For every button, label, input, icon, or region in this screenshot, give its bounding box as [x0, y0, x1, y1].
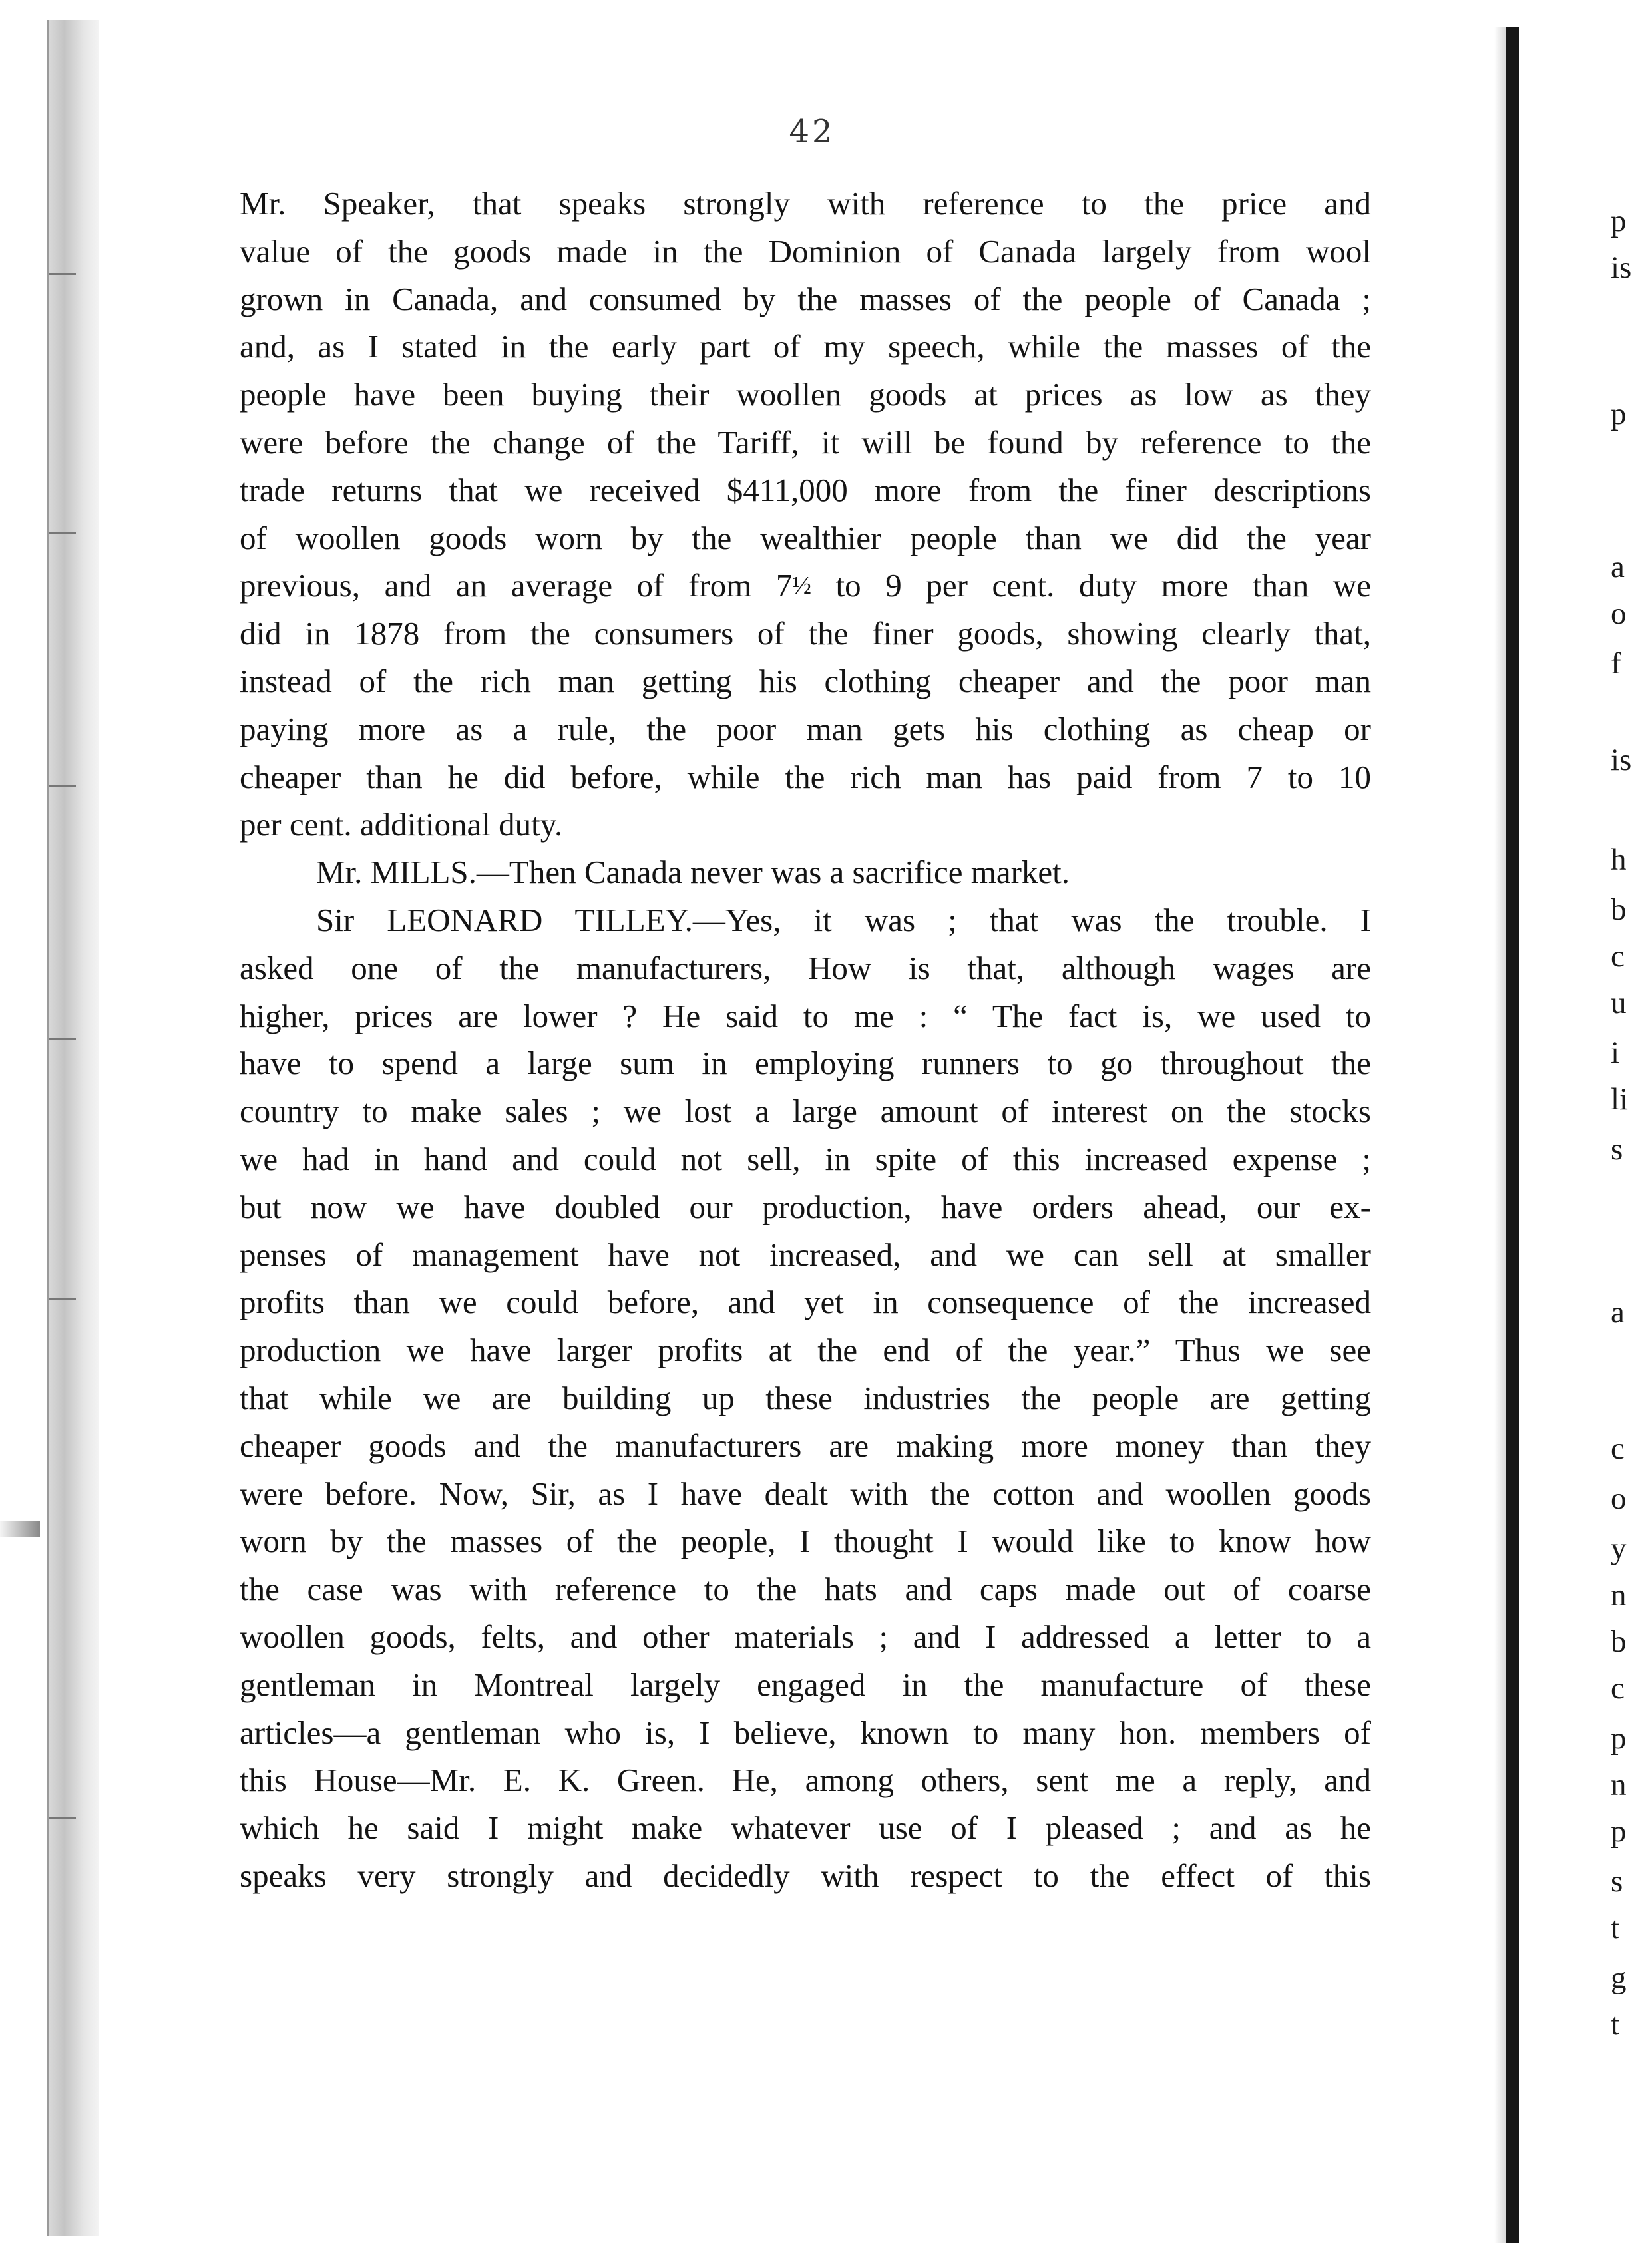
fragment-text: a — [1611, 1295, 1625, 1330]
fragment-text: is — [1611, 743, 1632, 777]
binding-gutter — [47, 20, 99, 2236]
fragment-text: t — [1611, 2007, 1620, 2042]
text-line: were before. Now, Sir, as I have dealt with the cotton and woollen goods — [240, 1475, 1371, 1512]
text-segment: to 9 per cent. duty more than we — [811, 567, 1372, 604]
text-line: higher, prices are lower ? He said to me : “ The fact is, we used to — [240, 997, 1371, 1034]
fragment-text: o — [1611, 596, 1627, 631]
fragment-text: p — [1611, 397, 1627, 431]
text-line: this House—Mr. E. K. Green. He, among others, sent me a reply, and — [240, 1762, 1371, 1799]
text-segment: previous, and an average of from 7 — [240, 567, 793, 604]
binding-mark — [49, 1038, 76, 1040]
text-line: grown in Canada, and consumed by the masses of the people of Canada ; — [240, 280, 1371, 317]
text-line: penses of management have not increased, and we can sell at smaller — [240, 1236, 1371, 1273]
speaker-line: Mr. MILLS.—Then Canada never was a sacrifice market. — [316, 854, 1070, 891]
fragment-text: b — [1611, 1624, 1627, 1659]
fragment-text: h — [1611, 843, 1627, 877]
text-line: country to make sales ; we lost a large amount of interest on the stocks — [240, 1093, 1371, 1130]
binding-mark — [49, 532, 76, 534]
fragment-text: p — [1611, 1721, 1627, 1756]
text-line: production we have larger profits at the end of the year.” Thus we see — [240, 1332, 1371, 1369]
text-line-fraction — [240, 562, 1371, 610]
fragment-text: b — [1611, 892, 1627, 927]
fragment-text: p — [1611, 1814, 1627, 1849]
fragment-text: t — [1611, 1911, 1620, 1945]
speaker-line: Sir LEONARD TILLEY.—Yes, it was ; that was the trouble. I — [316, 901, 1371, 938]
binding-mark — [49, 1817, 76, 1819]
binding-mark — [49, 1298, 76, 1300]
fragment-text: f — [1611, 646, 1621, 681]
body-text — [240, 180, 1371, 1900]
text-line: have to spend a large sum in employing runners to go throughout the — [240, 1045, 1371, 1082]
fragment-text: li — [1611, 1082, 1629, 1117]
text-line: woollen goods, felts, and other materials ; and I addressed a letter to a — [240, 1618, 1371, 1655]
text-line: paying more as a rule, the poor man gets his clothing as cheap or — [240, 710, 1371, 747]
text-line: but now we have doubled our production, have orders ahead, our ex- — [240, 1188, 1371, 1225]
page-tab-mark — [0, 1521, 40, 1537]
text-line: articles—a gentleman who is, I believe, known to many hon. members of — [240, 1714, 1371, 1751]
text-line: did in 1878 from the consumers of the finer goods, showing clearly that, — [240, 615, 1371, 652]
fragment-text: is — [1611, 250, 1632, 285]
text-line: value of the goods made in the Dominion of Canada largely from wool — [240, 232, 1371, 270]
text-line: cheaper goods and the manufacturers are making more money than they — [240, 1427, 1371, 1464]
text-line: which he said I might make whatever use of I pleased ; and as he — [240, 1809, 1371, 1847]
text-line: worn by the masses of the people, I thought I would like to know how — [240, 1523, 1371, 1560]
fragment-text: n — [1611, 1768, 1627, 1802]
text-line: the case was with reference to the hats and caps made out of coarse — [240, 1571, 1371, 1608]
text-line: we had in hand and could not sell, in spite of this increased expense ; — [240, 1140, 1371, 1177]
fragment-text: c — [1611, 939, 1625, 974]
fragment-text: s — [1611, 1864, 1623, 1899]
fragment-text: n — [1611, 1578, 1627, 1612]
text-line: and, as I stated in the early part of my speech, while the masses of the — [240, 328, 1371, 365]
fraction: ½ — [792, 572, 811, 600]
text-line: speaks very strongly and decidedly with respect to the effect of this — [240, 1857, 1371, 1894]
text-line: profits than we could before, and yet in consequence of the increased — [240, 1284, 1371, 1321]
adjacent-page-fragment — [1611, 0, 1640, 2268]
binding-mark — [49, 273, 76, 275]
text-line: cheaper than he did before, while the rich man has paid from 7 to 10 — [240, 758, 1371, 795]
fragment-text: c — [1611, 1431, 1625, 1466]
text-line: people have been buying their woollen goods at prices as low as they — [240, 376, 1371, 413]
text-line: instead of the rich man getting his clothing cheaper and the poor man — [240, 662, 1371, 699]
fragment-text: y — [1611, 1531, 1627, 1566]
fragment-text: o — [1611, 1481, 1627, 1516]
fragment-text: a — [1611, 550, 1625, 584]
text-line: were before the change of the Tariff, it will be found by reference to the — [240, 423, 1371, 461]
page-number: 42 — [789, 113, 835, 150]
text-line: gentleman in Montreal largely engaged in the manufacture of these — [240, 1666, 1371, 1703]
text-line: that while we are building up these industries the people are getting — [240, 1379, 1371, 1416]
fragment-text: p — [1611, 204, 1627, 238]
fold-shadow — [1494, 27, 1506, 2243]
fragment-text: c — [1611, 1671, 1625, 1706]
center-fold — [1506, 27, 1519, 2243]
fragment-text: s — [1611, 1132, 1623, 1167]
fragment-text: g — [1611, 1961, 1627, 1995]
text-line: trade returns that we received $411,000 more from the finer descriptions — [240, 471, 1371, 508]
binding-mark — [49, 785, 76, 787]
text-line: Mr. Speaker, that speaks strongly with reference to the price and — [240, 185, 1371, 222]
fragment-text: u — [1611, 986, 1627, 1020]
fragment-text: i — [1611, 1036, 1620, 1070]
text-line: per cent. additional duty. — [240, 806, 563, 843]
text-line: of woollen goods worn by the wealthier people than we did the year — [240, 519, 1371, 556]
text-line: asked one of the manufacturers, How is that, although wages are — [240, 949, 1371, 986]
